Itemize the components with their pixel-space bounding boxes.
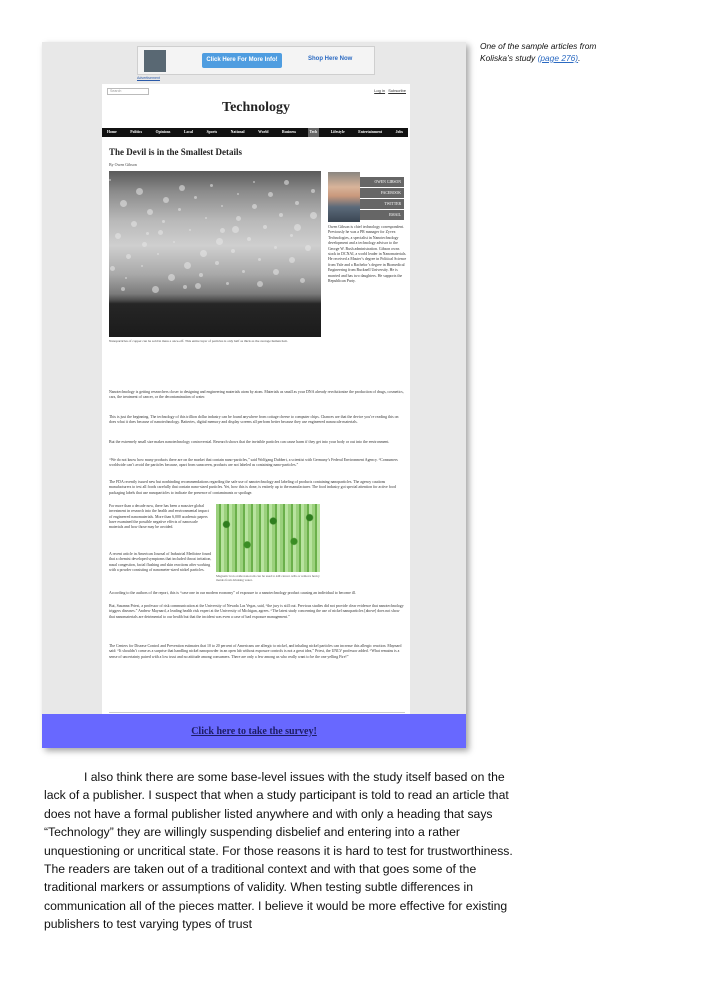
image-caption: Magnetic iron oxide nanorods can be used to kill cancer cells or remove heavy metals from drinking water. bbox=[216, 574, 320, 583]
article-paragraph: The FDA recently issued new but nonbinding recommendations regarding the safe use of nanotechnology and labeling of products containing nanoparticles. The agency cautions manufacturers to test all foods carefully that contain nano-sized particles. Yet, how this is done, is entirely up to the manufacturer. The food industry got special attention for active food packaging labels that use nanoparticles to indicate the presence of contaminants or spoilage. bbox=[109, 480, 396, 495]
micrograph-texture bbox=[152, 286, 159, 293]
nav-item-national[interactable]: National bbox=[230, 130, 245, 134]
figure-caption bbox=[480, 40, 630, 64]
micrograph-texture bbox=[252, 204, 257, 209]
micrograph-texture bbox=[194, 196, 197, 199]
figure-caption-text: One of the sample articles from Koliska’s study bbox=[480, 41, 597, 63]
micrograph-texture bbox=[221, 205, 223, 207]
login-link[interactable]: Log in bbox=[374, 88, 386, 93]
ad-banner[interactable] bbox=[137, 46, 375, 75]
micrograph-texture bbox=[110, 266, 115, 271]
micrograph-texture bbox=[146, 232, 149, 235]
micrograph-texture bbox=[220, 228, 225, 233]
micrograph-texture bbox=[231, 249, 235, 253]
article-paragraph: But, Susanna Priest, a professor of risk communication at the University of Nevada Las Vegas, said, “the jury is still out. Previous studies did not provide clear evidence that nanotechnology triggers diseases.” Andrew Maynard, a leading health risk expert at the University of Michigan, agrees. “The latest study concerning the use of nickel nanoparticles [above] does not show that nanomaterials are detrimental to our health but that the incident was even a case of bad exposure management.” bbox=[109, 604, 404, 619]
image-caption: Nanoparticles of copper can be sold in mass a once-off. This entire layer of particles is only half as thick as the average human hair. bbox=[109, 339, 288, 343]
survey-link[interactable]: Click here to take the survey! bbox=[191, 725, 317, 737]
nav-item-tech[interactable]: Tech bbox=[308, 128, 320, 137]
micrograph-texture bbox=[236, 216, 241, 221]
micrograph-texture bbox=[300, 278, 305, 283]
article-paragraph: “We do not know how many products there are on the market that contain nano-particles,” said Wolfgang Dubbert, a scientist with Germany’s Federal Environment Agency. “Consumers worldwide can’t avoid the particles because, apart from sunscreen, products are not labeled as containing nano-particles.” bbox=[109, 458, 398, 468]
nav-item-home[interactable]: Home bbox=[107, 130, 117, 134]
nav-item-jobs[interactable]: Jobs bbox=[395, 130, 403, 134]
micrograph-texture bbox=[210, 184, 213, 187]
nav-item-sports[interactable]: Sports bbox=[206, 130, 218, 134]
micrograph-texture bbox=[232, 226, 239, 233]
survey-banner bbox=[42, 714, 466, 748]
author-link-owen-gibson[interactable]: OWEN GIBSON bbox=[360, 177, 404, 187]
nav-item-business[interactable]: Business bbox=[282, 130, 296, 134]
micrograph-texture bbox=[295, 201, 299, 205]
nav-item-lifestyle[interactable]: Lifestyle bbox=[330, 130, 345, 134]
site-title: Technology bbox=[222, 100, 290, 115]
micrograph-texture bbox=[257, 281, 263, 287]
micrograph-texture bbox=[200, 250, 207, 257]
article-headline: The Devil is in the Smallest Details bbox=[109, 147, 242, 157]
search-input[interactable]: Search bbox=[107, 88, 149, 95]
micrograph-texture bbox=[216, 238, 223, 245]
micrograph-texture bbox=[284, 180, 289, 185]
author-link-email[interactable]: EMAIL bbox=[360, 210, 404, 220]
micrograph-texture bbox=[226, 282, 229, 285]
author-photo bbox=[328, 172, 360, 222]
nav-item-entertainment[interactable]: Entertainment bbox=[358, 130, 383, 134]
author-link-facebook[interactable]: FACEBOOK bbox=[360, 188, 404, 198]
micrograph-texture bbox=[290, 234, 293, 237]
micrograph-texture bbox=[311, 189, 315, 193]
micrograph-texture bbox=[142, 242, 147, 247]
body-paragraph: I also think there are some base-level issues with the study itself based on the lack of a publisher. I suspect that when a study participant is told to read an article that does not have a formal publisher listed anywhere and with only a heading that says “Technology” they are willingly suspending disbelief and entering into a rather unquestioning or uncritical state. For those reasons it is hard to test for trustworthiness. The readers are taken out of a traditional context and with that goes some of the traditional markers or assumptions of validity. When testing subtle differences in communication all of the pieces matter. I believe it would be more effective for existing publishers to test varying types of trust bbox=[44, 770, 513, 932]
micrograph-texture bbox=[141, 265, 143, 267]
nav-item-world[interactable]: World bbox=[258, 130, 269, 134]
micrograph-texture bbox=[247, 237, 251, 241]
micrograph-texture bbox=[178, 208, 181, 211]
micrograph-texture bbox=[279, 213, 283, 217]
ad-caption[interactable]: Advertisement bbox=[137, 76, 160, 80]
article-paragraph: For more than a decade now, there has been a massive global investment in research into the health and environmental impact of engineered nanomaterials. More than 6,000 academic papers have examined the possible negative effects of nanoscale materials and how those may be avoided. bbox=[109, 504, 209, 530]
micrograph-texture bbox=[158, 230, 163, 235]
micrograph-texture bbox=[125, 277, 127, 279]
author-bio: Owen Gibson is chief technology correspondent. Previously he was a PR manager for Zyvex Technologies, a specialist in Nanotechnology development and a technology advisor to the George W. Bush administration. Gibson owns stock in DCNAI, a world leader in Nanomaterials. He received a Master’s degree in Political Science from Yale and a Bachelor’s degree in Biomedical Engineering from Bucknell University. He is married and has two daughters. He supports the Republican Party. bbox=[328, 225, 407, 284]
micrograph-texture bbox=[310, 212, 317, 219]
article-paragraph: A recent article in American Journal of Industrial Medicine found that a chemist developed symptoms that included throat irritation, nasal congestion, facial flushing and skin reactions after working with a powder consisting of nanometer-sized nickel particles. bbox=[109, 552, 212, 572]
micrograph-texture bbox=[184, 262, 191, 269]
micrograph-texture bbox=[136, 188, 143, 195]
ad-logo-icon bbox=[144, 50, 166, 72]
micrograph-texture bbox=[195, 283, 201, 289]
micrograph-texture bbox=[263, 225, 267, 229]
article-paragraph: Nanotechnology is getting researchers closer to designing and engineering materials atom by atom. Materials as small as your DNA already revolutionize the production of drugs, cosmetics, cars, the treatment of cancer, or the decontamination of water. bbox=[109, 390, 404, 400]
ad-shop-button[interactable]: Shop Here Now bbox=[308, 56, 353, 62]
micrograph-texture bbox=[258, 258, 261, 261]
article-byline: By Owen Gibson bbox=[109, 162, 137, 167]
article-screenshot bbox=[42, 42, 466, 748]
account-links bbox=[372, 88, 406, 93]
micrograph-texture bbox=[305, 245, 311, 251]
micrograph-texture bbox=[274, 246, 277, 249]
micrograph-texture bbox=[183, 285, 187, 289]
article-paragraph: According to the authors of the report, this is “case one in our modern economy” of exposure to a nanotechnology product causing an individual to become ill. bbox=[109, 591, 356, 595]
micrograph-texture bbox=[115, 233, 121, 239]
micrograph-texture bbox=[120, 200, 127, 207]
nav-item-local[interactable]: Local bbox=[183, 130, 194, 134]
section-nav bbox=[102, 128, 408, 137]
article-paragraph: The Centers for Disease Control and Prevention estimates that 10 to 20 percent of Americans are allergic to nickel, and inhaling nickel particles can increase this allergic reaction. Maynard said: “It shouldn’t come as a surprise that handling nickel nanopowder in an open lab without exposure controls is not a great idea,” Priest, the UNLV professor added. “What remains is a sense of uncertainty paired with a low trust and no attitude among consumers. There are only a few among us who really want to be the one yelling Fire!” bbox=[109, 644, 402, 659]
micrograph-texture bbox=[179, 185, 185, 191]
micrograph-texture bbox=[268, 192, 273, 197]
article-paragraph: This is just the beginning. The technology of this trillion dollar industry can be found anywhere from cottage cheese to computer chips. Chances are that the device you’re reading this on does what it does because of nanotechnology. Batteries, digital memory and display screens all perform better because they use engineered nanoscale materials. bbox=[109, 415, 399, 425]
micrograph-texture bbox=[121, 287, 125, 291]
subscribe-link[interactable]: Subscribe bbox=[388, 88, 406, 93]
page-reference-link[interactable]: (page 276) bbox=[537, 53, 579, 63]
micrograph-texture bbox=[126, 254, 131, 259]
nav-item-politics[interactable]: Politics bbox=[130, 130, 143, 134]
author-links bbox=[360, 177, 404, 221]
micrograph-texture bbox=[163, 197, 169, 203]
micrograph-texture bbox=[162, 220, 165, 223]
article-paragraph: But the extremely small size makes nanotechnology controversial. Research shows that the invisible particles can cause harm if they get into your body or out into the environment. bbox=[109, 440, 390, 444]
micrograph-texture bbox=[147, 209, 153, 215]
micrograph-texture bbox=[242, 270, 245, 273]
micrograph-texture bbox=[237, 193, 239, 195]
micrograph-texture bbox=[189, 229, 191, 231]
micrograph-texture bbox=[294, 224, 301, 231]
micrograph-texture bbox=[253, 181, 255, 183]
author-link-twitter[interactable]: TWITTER bbox=[360, 199, 404, 209]
article-page bbox=[102, 84, 410, 724]
figure-caption-end: . bbox=[578, 53, 581, 63]
micrograph-texture bbox=[289, 257, 295, 263]
nanoparticle-micrograph-image bbox=[109, 171, 321, 337]
micrograph-texture bbox=[131, 221, 137, 227]
micrograph-texture bbox=[109, 179, 111, 181]
ad-more-info-button[interactable]: Click Here For More Info! bbox=[202, 53, 282, 68]
micrograph-texture bbox=[199, 273, 203, 277]
micrograph-texture bbox=[205, 217, 207, 219]
micrograph-texture bbox=[157, 253, 159, 255]
micrograph-texture bbox=[215, 261, 219, 265]
micrograph-texture bbox=[173, 241, 175, 243]
micrograph-texture bbox=[273, 269, 279, 275]
micrograph-texture bbox=[168, 274, 175, 281]
nav-item-opinions[interactable]: Opinions bbox=[155, 130, 171, 134]
nanorod-image bbox=[216, 504, 320, 572]
